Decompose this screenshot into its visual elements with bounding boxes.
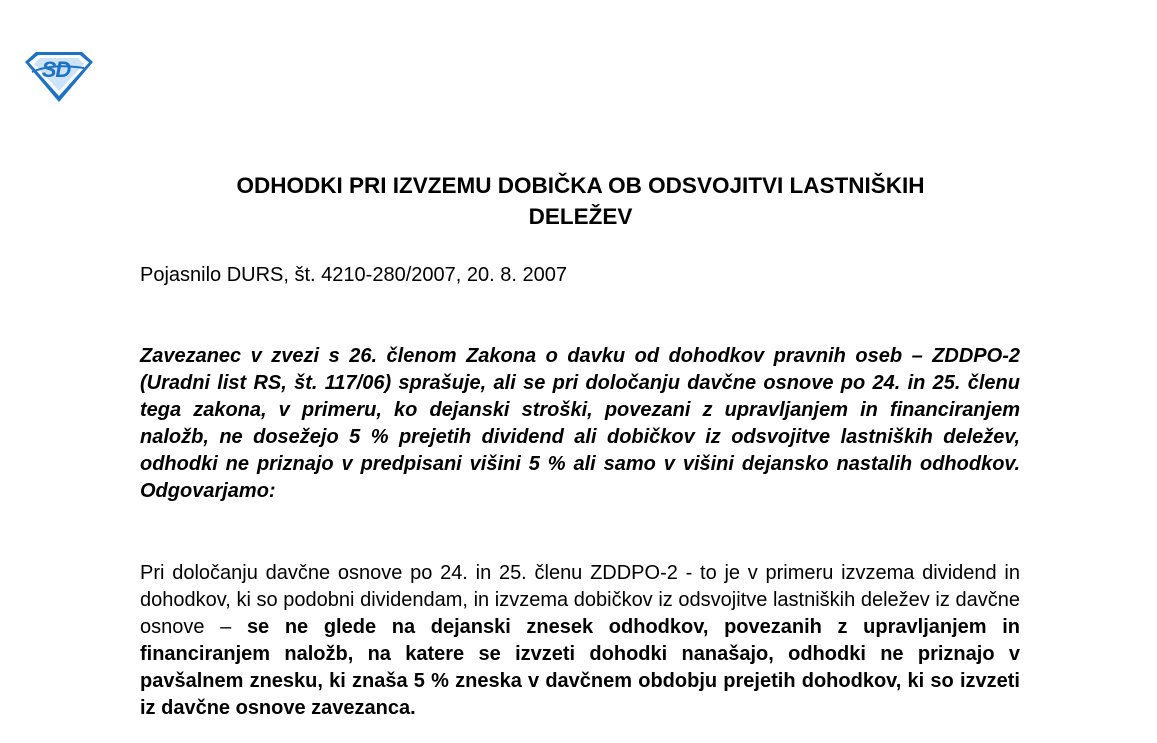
shield-logo-icon (22, 50, 96, 104)
answer-text: Pri določanju davčne osnove po 24. in 25. členu ZDDPO-2 - to je v primeru izvzema dividend in dohodkov, ki so podobni dividendam, in izvzema dobičkov iz odsvojitve lastniških deležev iz davčne osnove – (140, 562, 1020, 638)
answer-paragraph (140, 560, 1020, 722)
document-title (140, 170, 1021, 232)
svg-text:SD: SD (41, 57, 71, 82)
answer-emphasis: se ne glede na dejanski znesek odhodkov, povezanih z upravljanjem in financiranjem naložb, na katere se izvzeti dohodki nanašajo, odhodki ne priznajo v pavšalnem znesku, ki znaša 5 % zneska v davčnem obdobju prejetih dohodkov, ki so izvzeti iz davčne osnove zavezanca. (140, 616, 1020, 719)
company-logo (22, 50, 96, 104)
title-line-1: ODHODKI PRI IZVZEMU DOBIČKA OB ODSVOJITVI LASTNIŠKIH (236, 173, 925, 198)
title-line-2: DELEŽEV (528, 204, 633, 229)
source-reference: Pojasnilo DURS, št. 4210-280/2007, 20. 8. 2007 (140, 264, 567, 286)
question-paragraph: Zavezanec v zvezi s 26. členom Zakona o davku od dohodkov pravnih oseb – ZDDPO-2 (Uradni list RS, št. 117/06) sprašuje, ali se pri določanju davčne osnove po 24. in 25. členu tega zakona, v primeru, ko dejanski stroški, povezani z upravljanjem in financiranjem naložb, ne dosežejo 5 % prejetih dividend ali dobičkov iz odsvojitve lastniških deležev, odhodki ne priznajo v predpisani višini 5 % ali samo v višini dejansko nastalih odhodkov. Odgovarjamo: (140, 345, 1020, 502)
